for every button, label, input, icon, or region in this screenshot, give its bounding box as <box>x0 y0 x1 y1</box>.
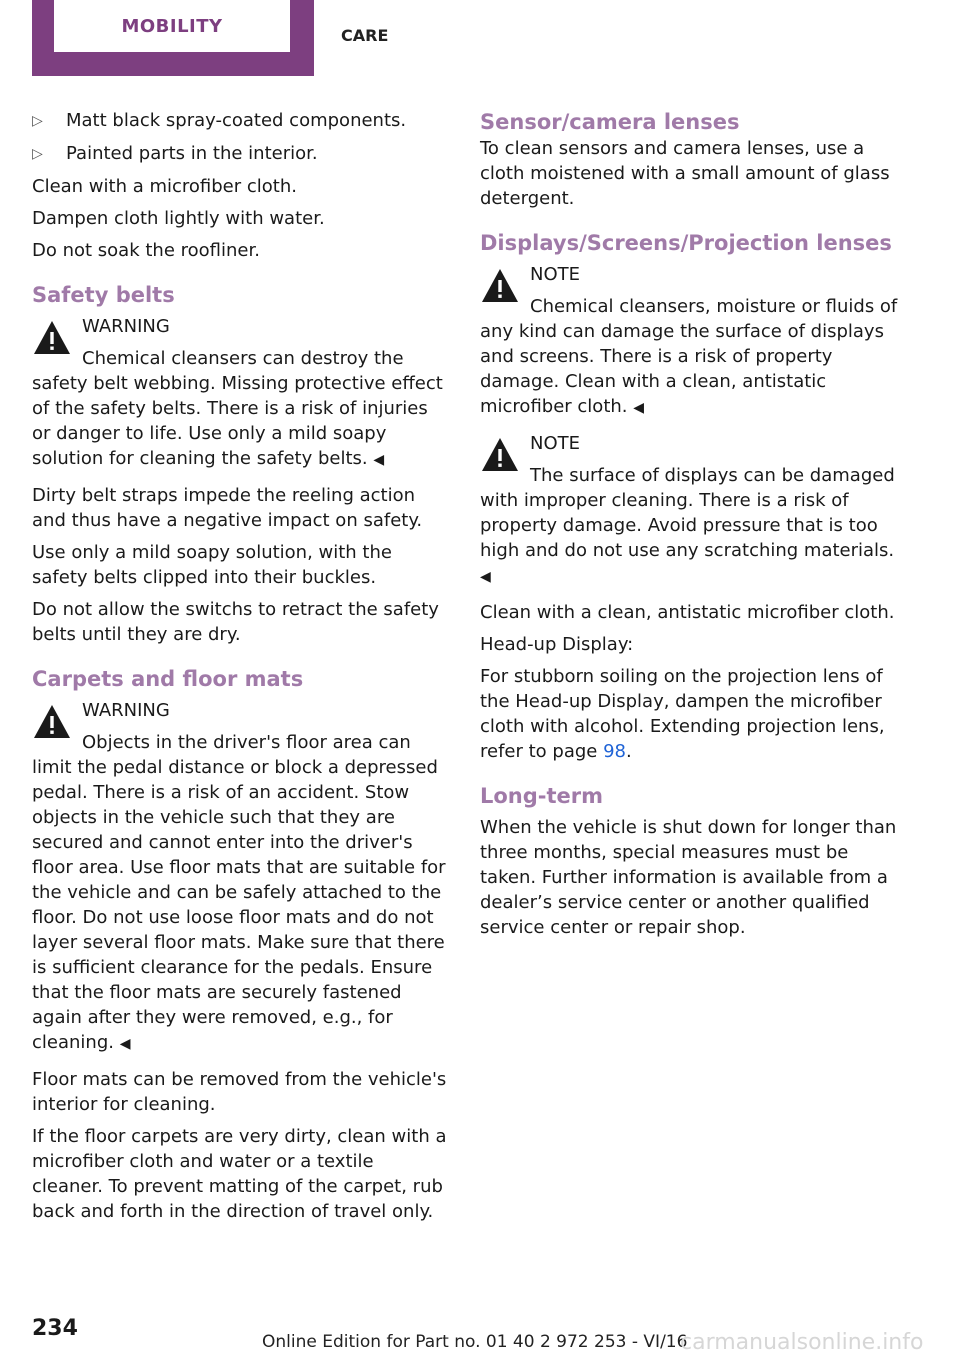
page-number: 234 <box>32 1316 78 1341</box>
bullet-triangle-icon: ▷ <box>32 146 43 162</box>
section-heading-safety-belts: Safety belts <box>32 283 175 307</box>
tab-mobility[interactable] <box>32 0 314 76</box>
end-mark-icon: ◀ <box>119 1036 131 1052</box>
paragraph: Clean with a clean, antistatic microfiber cloth. <box>480 602 895 623</box>
paragraph: Do not soak the roofliner. <box>32 240 260 261</box>
list-item: ▷ Painted parts in the interior. <box>32 141 448 167</box>
note-text: The surface of displays can be damaged with improper cleaning. There is a risk of property damage. Avoid pressure that is too high and do not use any scratching materials. <box>480 465 895 561</box>
section-heading-sensor-lenses: Sensor/camera lenses <box>480 110 740 134</box>
tab-mobility-label: MOBILITY <box>54 0 290 52</box>
section-heading-carpets: Carpets and floor mats <box>32 667 304 691</box>
right-column <box>480 108 900 947</box>
warning-box <box>32 698 448 1057</box>
warning-icon <box>480 266 520 306</box>
warning-icon <box>32 318 72 358</box>
watermark: carmanualsonline.info <box>680 1330 924 1355</box>
end-mark-icon: ◀ <box>373 452 385 468</box>
paragraph: For stubborn soiling on the projection lens of the Head-up Display, dampen the microfiber cloth with alcohol. Extending projection lens, refer to page 98. <box>480 666 885 762</box>
section-heading-displays: Displays/Screens/Projection lenses <box>480 231 892 255</box>
note-text: Chemical cleansers, moisture or fluids of any kind can damage the surface of displays and screens. There is a risk of property damage. Clean with a clean, antistatic microfiber cloth. <box>480 296 898 417</box>
paragraph: Dirty belt straps impede the reeling action and thus have a negative impact on safety. <box>32 485 423 531</box>
end-mark-icon: ◀ <box>480 569 491 585</box>
warning-box <box>32 314 448 473</box>
note-box <box>480 262 900 421</box>
paragraph: When the vehicle is shut down for longer than three months, special measures must be taken. Further information is available from a dealer’s service center or another qualified service center or repair shop. <box>480 817 897 938</box>
end-mark-icon: ◀ <box>633 400 645 416</box>
paragraph: Floor mats can be removed from the vehicle's interior for cleaning. <box>32 1069 447 1115</box>
warning-label: WARNING <box>82 700 170 721</box>
paragraph: To clean sensors and camera lenses, use a cloth moistened with a small amount of glass detergent. <box>480 138 890 209</box>
paragraph: Do not allow the switchs to retract the safety belts until they are dry. <box>32 599 439 645</box>
section-heading-long-term: Long-term <box>480 784 604 808</box>
paragraph: If the floor carpets are very dirty, clean with a microfiber cloth and water or a textile cleaner. To prevent matting of the carpet, rub back and forth in the direction of travel only. <box>32 1126 447 1222</box>
page-reference-link[interactable]: 98 <box>603 741 627 762</box>
bullet-triangle-icon: ▷ <box>32 113 43 129</box>
paragraph: Clean with a microfiber cloth. <box>32 176 297 197</box>
note-label: NOTE <box>530 264 581 285</box>
tab-care[interactable]: CARE <box>341 26 389 45</box>
left-column <box>32 108 448 1231</box>
note-box <box>480 431 900 590</box>
warning-icon <box>480 435 520 475</box>
warning-text: Objects in the driver's floor area can limit the pedal distance or block a depressed pedal. There is a risk of an accident. Stow objects in the vehicle such that they are secured and cannot enter into the driver's floor area. Use floor mats that are suitable for the vehicle and can be safely attached to the floor. Do not use loose floor mats and do not layer several floor mats. Make sure that there is sufficient clearance for the pedals. Ensure that the floor mats are securely fastened again after they were removed, e.g., for cleaning. <box>32 732 446 1053</box>
paragraph: Use only a mild soapy solution, with the safety belts clipped into their buckles. <box>32 542 392 588</box>
paragraph: Dampen cloth lightly with water. <box>32 208 325 229</box>
list-item: ▷ Matt black spray-coated components. <box>32 108 448 134</box>
warning-icon <box>32 702 72 742</box>
edition-footer: Online Edition for Part no. 01 40 2 972 253 - VI/16 <box>262 1332 688 1352</box>
warning-label: WARNING <box>82 316 170 337</box>
paragraph: Head-up Display: <box>480 634 634 655</box>
warning-text: Chemical cleansers can destroy the safety belt webbing. Missing protective effect of the safety belts. There is a risk of injuries or danger to life. Use only a mild soapy solution for cleaning the safety belts. <box>32 348 443 469</box>
note-label: NOTE <box>530 433 581 454</box>
